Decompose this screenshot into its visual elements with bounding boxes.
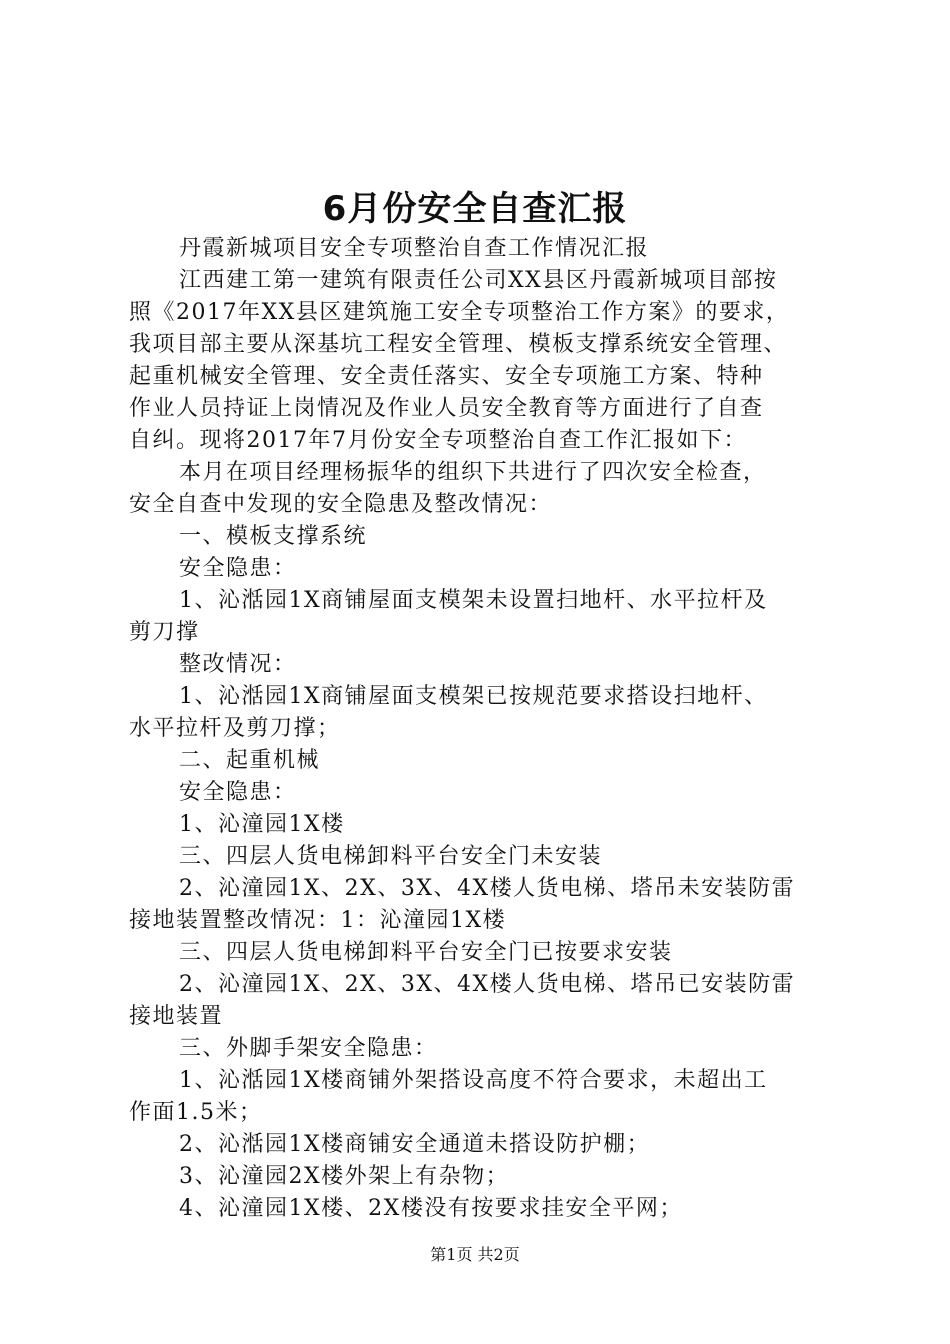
paragraph-line: 自纠。现将2017年7月份安全专项整治自查工作汇报如下： xyxy=(129,428,747,453)
paragraph-line: 4、沁潼园1X楼、2X楼没有按要求挂安全平网； xyxy=(179,1196,683,1221)
paragraph-line: 1、沁湉园1X楼商铺外架搭设高度不符合要求，未超出工 xyxy=(179,1068,768,1093)
paragraph-line: 水平拉杆及剪刀撑； xyxy=(129,716,341,741)
document-title: 6月份安全自查汇报 xyxy=(322,189,628,229)
paragraph-line: 接地装置 xyxy=(129,1004,224,1029)
subheading: 整改情况： xyxy=(179,652,297,677)
paragraph-line: 接地装置整改情况：1：沁潼园1X楼 xyxy=(129,908,507,933)
paragraph-line: 作业人员持证上岗情况及作业人员安全教育等方面进行了自查 xyxy=(129,396,764,421)
paragraph-line: 2、沁湉园1X楼商铺安全通道未搭设防护棚； xyxy=(179,1132,651,1157)
paragraph-line: 1、沁潼园1X楼 xyxy=(179,812,345,837)
paragraph-line: 三、四层人货电梯卸料平台安全门已按要求安装 xyxy=(179,940,673,965)
paragraph-line: 剪刀撑 xyxy=(129,620,200,645)
paragraph-line: 2、沁潼园1X、2X、3X、4X楼人货电梯、塔吊已安装防雷 xyxy=(179,972,796,997)
paragraph-line: 作面1.5米； xyxy=(129,1100,263,1125)
paragraph-line: 丹霞新城项目安全专项整治自查工作情况汇报 xyxy=(179,236,650,261)
subheading: 安全隐患： xyxy=(179,780,297,805)
document-body xyxy=(129,233,841,1225)
section-heading: 一、模板支撑系统 xyxy=(179,524,368,549)
paragraph-line: 江西建工第一建筑有限责任公司XX县区丹霞新城项目部按 xyxy=(179,268,778,293)
section-heading: 二、起重机械 xyxy=(179,748,321,773)
paragraph-line: 起重机械安全管理、安全责任落实、安全专项施工方案、特种 xyxy=(129,364,764,389)
paragraph-line: 1、沁湉园1X商铺屋面支模架已按规范要求搭设扫地杆、 xyxy=(179,684,768,709)
paragraph-line: 1、沁湉园1X商铺屋面支模架未设置扫地杆、水平拉杆及 xyxy=(179,588,768,613)
subheading: 安全隐患： xyxy=(179,556,297,581)
paragraph-line: 我项目部主要从深基坑工程安全管理、模板支撑系统安全管理、 xyxy=(129,332,788,357)
section-heading: 三、外脚手架安全隐患： xyxy=(179,1036,438,1061)
paragraph-line: 2、沁潼园1X、2X、3X、4X楼人货电梯、塔吊未安装防雷 xyxy=(179,876,796,901)
paragraph-line: 3、沁潼园2X楼外架上有杂物； xyxy=(179,1164,510,1189)
page-number: 第1页 共2页 xyxy=(430,1245,520,1264)
paragraph-line: 安全自查中发现的安全隐患及整改情况： xyxy=(129,492,553,517)
paragraph-line: 三、四层人货电梯卸料平台安全门未安装 xyxy=(179,844,603,869)
paragraph-line: 本月在项目经理杨振华的组织下共进行了四次安全检查， xyxy=(179,460,767,485)
paragraph-line: 照《2017年XX县区建筑施工安全专项整治工作方案》的要求， xyxy=(129,300,790,325)
